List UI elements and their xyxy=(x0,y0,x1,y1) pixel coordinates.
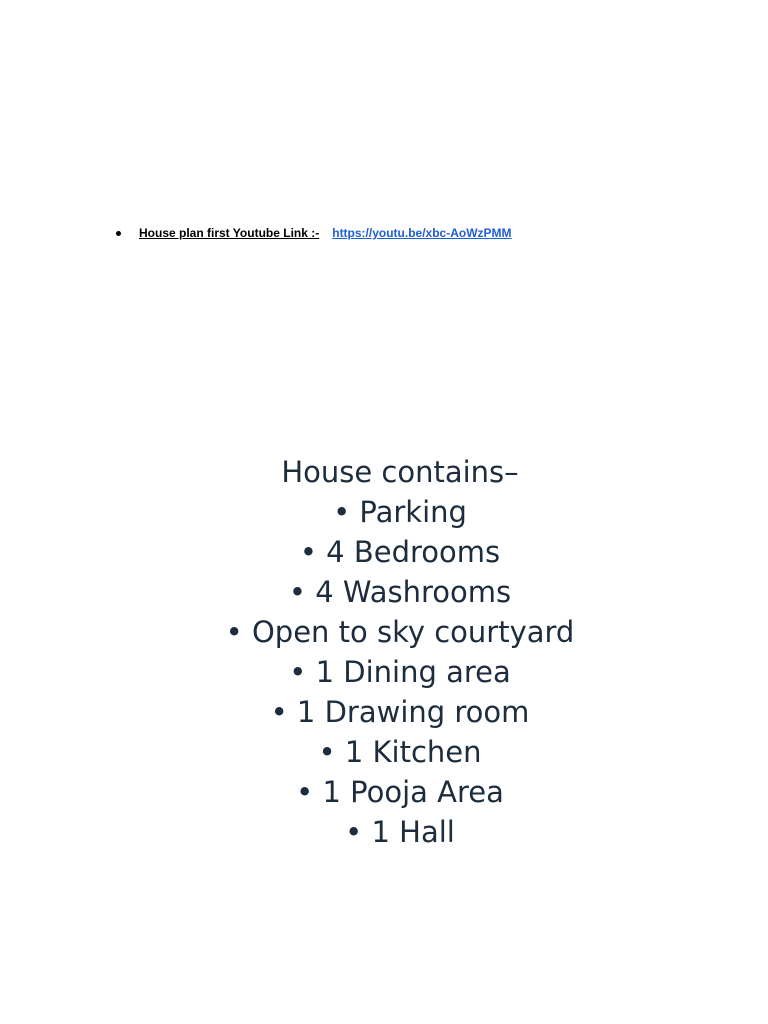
house-item: • 1 Hall xyxy=(345,815,455,849)
house-contents xyxy=(160,452,640,852)
house-item: • 1 Pooja Area xyxy=(296,775,504,809)
youtube-link[interactable]: https://youtu.be/xbc-AoWzPMM xyxy=(332,226,512,240)
house-item: • 4 Bedrooms xyxy=(299,535,501,569)
house-item: • 1 Drawing room xyxy=(270,695,530,729)
house-item: • Open to sky courtyard xyxy=(225,615,575,649)
bullet-icon xyxy=(116,231,121,236)
house-item: • 4 Washrooms xyxy=(288,575,512,609)
house-item: • Parking xyxy=(333,495,467,529)
house-item: • 1 Kitchen xyxy=(318,735,482,769)
youtube-link-label: House plan first Youtube Link :- xyxy=(139,226,320,240)
house-contents-heading: House contains– xyxy=(281,455,519,489)
house-item: • 1 Dining area xyxy=(289,655,511,689)
youtube-link-line xyxy=(116,224,512,242)
